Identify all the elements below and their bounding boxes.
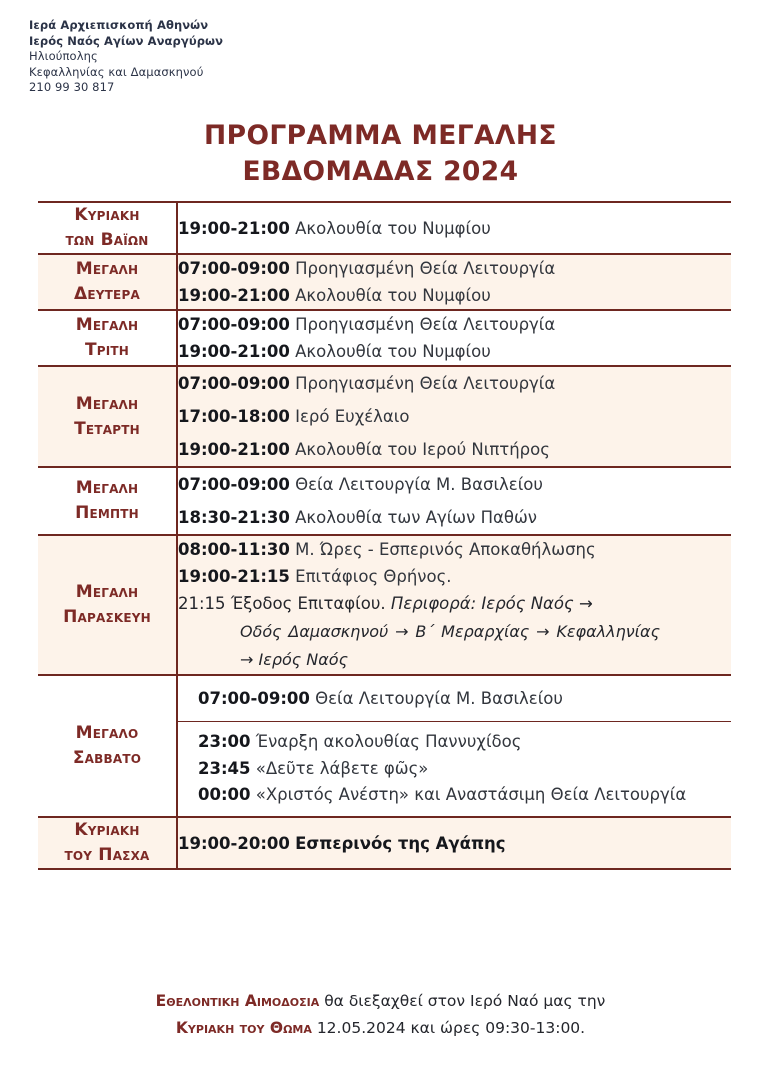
day-label-good-friday — [38, 535, 177, 675]
events-cell-holy-saturday — [177, 675, 731, 817]
events-cell-holy-tuesday — [177, 310, 731, 366]
event-description: Θεία Λειτουργία Μ. Βασιλείου — [295, 475, 543, 494]
event-entry — [178, 367, 731, 400]
day-label-line-1: Κυριακη — [74, 205, 140, 225]
event-description: Προηγιασμένη Θεία Λειτουργία — [295, 315, 556, 334]
event-entry — [178, 400, 731, 433]
event-description: Ακολουθία των Αγίων Παθών — [295, 508, 537, 527]
table-row — [38, 310, 731, 366]
event-time: 19:00-21:00 — [178, 218, 290, 238]
events-cell-pascha-sunday — [177, 817, 731, 869]
events-cell-holy-thursday — [177, 467, 731, 535]
day-label-line-2: των Βαϊων — [65, 230, 149, 250]
day-label-line-2: Σαββατο — [72, 748, 142, 768]
table-row — [38, 366, 731, 467]
events-cell-good-friday — [177, 535, 731, 675]
event-description: «Δεῦτε λάβετε φῶς» — [255, 759, 429, 778]
event-description: Ακολουθία του Ιερού Νιπτήρος — [295, 440, 550, 459]
day-label-line-1: Μεγαλη — [75, 315, 139, 335]
event-time: 07:00-09:00 — [178, 259, 290, 278]
page-title-line-1: ΠΡΟΓΡΑΜΜΑ ΜΕΓΑΛΗΣ — [204, 120, 557, 151]
procession-route-head: Περιφορά: Ιερός Ναός → — [390, 594, 593, 613]
event-entry — [178, 563, 731, 590]
day-label-holy-tuesday — [38, 310, 177, 366]
events-cell-palm-sunday — [177, 202, 731, 254]
event-entry — [178, 311, 731, 338]
event-entry — [178, 255, 731, 282]
procession-time: 21:15 — [178, 594, 226, 613]
blood-donation-note-line-2 — [0, 1015, 761, 1042]
event-entry — [178, 212, 731, 245]
table-row — [38, 675, 731, 817]
event-time: 07:00-09:00 — [178, 475, 290, 494]
event-time: 07:00-09:00 — [178, 315, 290, 334]
event-time: 08:00-11:30 — [178, 540, 290, 559]
page-title-line-2: ΕΒΔΟΜΑΔΑΣ 2024 — [242, 156, 519, 187]
day-label-holy-monday — [38, 254, 177, 310]
day-label-line-2: Πεμπτη — [75, 503, 139, 523]
event-entry — [198, 728, 721, 755]
event-description: Θεία Λειτουργία Μ. Βασιλείου — [315, 689, 563, 708]
event-time: 18:30-21:30 — [178, 508, 290, 527]
table-row — [38, 202, 731, 254]
event-time: 19:00-21:00 — [178, 440, 290, 459]
event-entry — [178, 827, 731, 860]
event-description: Έναρξη ακολουθίας Παννυχίδος — [255, 732, 522, 751]
day-label-line-2: Παρασκευη — [63, 607, 151, 627]
event-time: 17:00-18:00 — [178, 407, 290, 426]
events-cell-holy-wednesday — [177, 366, 731, 467]
day-label-holy-saturday — [38, 675, 177, 817]
letterhead-line-phone: 210 99 30 817 — [29, 80, 115, 95]
day-label-line-1: Μεγαλο — [75, 723, 139, 743]
day-label-line-2: του Πασχα — [64, 845, 150, 865]
event-entry — [198, 685, 721, 712]
event-entry — [198, 782, 721, 808]
event-time: 19:00-21:00 — [178, 342, 290, 361]
procession-route-rest: Οδός Δαμασκηνού → Β΄ Μεραρχίας → Κεφαλληνίας → Ιερός Ναός — [240, 622, 660, 669]
event-description: Ιερό Ευχέλαιο — [295, 407, 410, 426]
day-label-line-1: Μεγαλη — [75, 259, 139, 279]
procession-entry — [178, 590, 731, 618]
event-entry — [178, 468, 731, 501]
event-time: 19:00-20:00 — [178, 833, 290, 853]
event-description: Μ. Ώρες - Εσπερινός Αποκαθήλωσης — [295, 540, 596, 559]
table-row — [38, 467, 731, 535]
day-label-line-2: Δευτερα — [74, 284, 140, 304]
table-row — [38, 254, 731, 310]
page-title — [0, 118, 761, 190]
day-label-pascha-sunday — [38, 817, 177, 869]
event-entry — [178, 501, 731, 534]
event-entry — [178, 338, 731, 365]
letterhead-line-archdiocese: Ιερά Αρχιεπισκοπή Αθηνών — [29, 18, 209, 32]
event-entry — [178, 282, 731, 309]
blood-donation-note — [0, 988, 761, 1042]
letterhead-line-district: Ηλιούπολης — [29, 49, 98, 64]
day-label-line-1: Μεγαλη — [75, 393, 139, 414]
blood-donation-date-label: Κυριακη του Θωμα — [175, 1019, 312, 1037]
table-row — [38, 817, 731, 869]
event-time: 23:45 — [198, 759, 251, 778]
table-row — [38, 535, 731, 675]
event-description: Ακολουθία του Νυμφίου — [295, 342, 491, 361]
blood-donation-line-1-rest: θα διεξαχθεί στον Ιερό Ναό μας την — [319, 992, 606, 1010]
event-time: 19:00-21:00 — [178, 286, 290, 305]
day-label-line-2: Τεταρτη — [74, 418, 140, 439]
event-time: 07:00-09:00 — [178, 374, 290, 393]
saturday-morning-group — [178, 676, 731, 721]
event-description: Ακολουθία του Νυμφίου — [295, 286, 491, 305]
event-description: Προηγιασμένη Θεία Λειτουργία — [295, 374, 556, 393]
day-label-line-1: Κυριακη — [74, 820, 140, 840]
blood-donation-line-2-rest: 12.05.2024 και ώρες 09:30-13:00. — [311, 1019, 586, 1037]
day-label-holy-thursday — [38, 467, 177, 535]
blood-donation-title: Εθελοντικη Αιμοδοσια — [155, 992, 320, 1010]
event-time: 07:00-09:00 — [198, 689, 310, 708]
event-description: «Χριστός Ανέστη» και Αναστάσιμη Θεία Λειτουργία — [255, 785, 687, 804]
event-entry — [198, 755, 721, 782]
day-label-palm-sunday — [38, 202, 177, 254]
day-label-line-2: Τριτη — [84, 340, 130, 360]
saturday-night-group — [178, 721, 731, 816]
holy-week-schedule-table — [38, 201, 731, 870]
day-label-line-1: Μεγαλη — [75, 582, 139, 602]
event-entry — [178, 536, 731, 563]
procession-lead-text: Έξοδος Επιταφίου. — [230, 594, 386, 613]
event-time: 23:00 — [198, 732, 251, 751]
event-description: Επιτάφιος Θρήνος. — [295, 567, 452, 586]
event-time: 00:00 — [198, 785, 251, 804]
event-description: Εσπερινός της Αγάπης — [295, 833, 506, 853]
day-label-line-1: Μεγαλη — [75, 478, 139, 498]
letterhead-line-street: Κεφαλληνίας και Δαμασκηνού — [29, 64, 204, 79]
event-description: Ακολουθία του Νυμφίου — [295, 218, 491, 238]
letterhead-line-church: Ιερός Ναός Αγίων Αναργύρων — [29, 33, 224, 48]
event-description: Προηγιασμένη Θεία Λειτουργία — [295, 259, 556, 278]
day-label-holy-wednesday — [38, 366, 177, 467]
letterhead-address-block — [29, 18, 223, 96]
events-cell-holy-monday — [177, 254, 731, 310]
event-entry — [178, 433, 731, 466]
event-time: 19:00-21:15 — [178, 567, 290, 586]
blood-donation-note-line-1 — [0, 988, 761, 1015]
